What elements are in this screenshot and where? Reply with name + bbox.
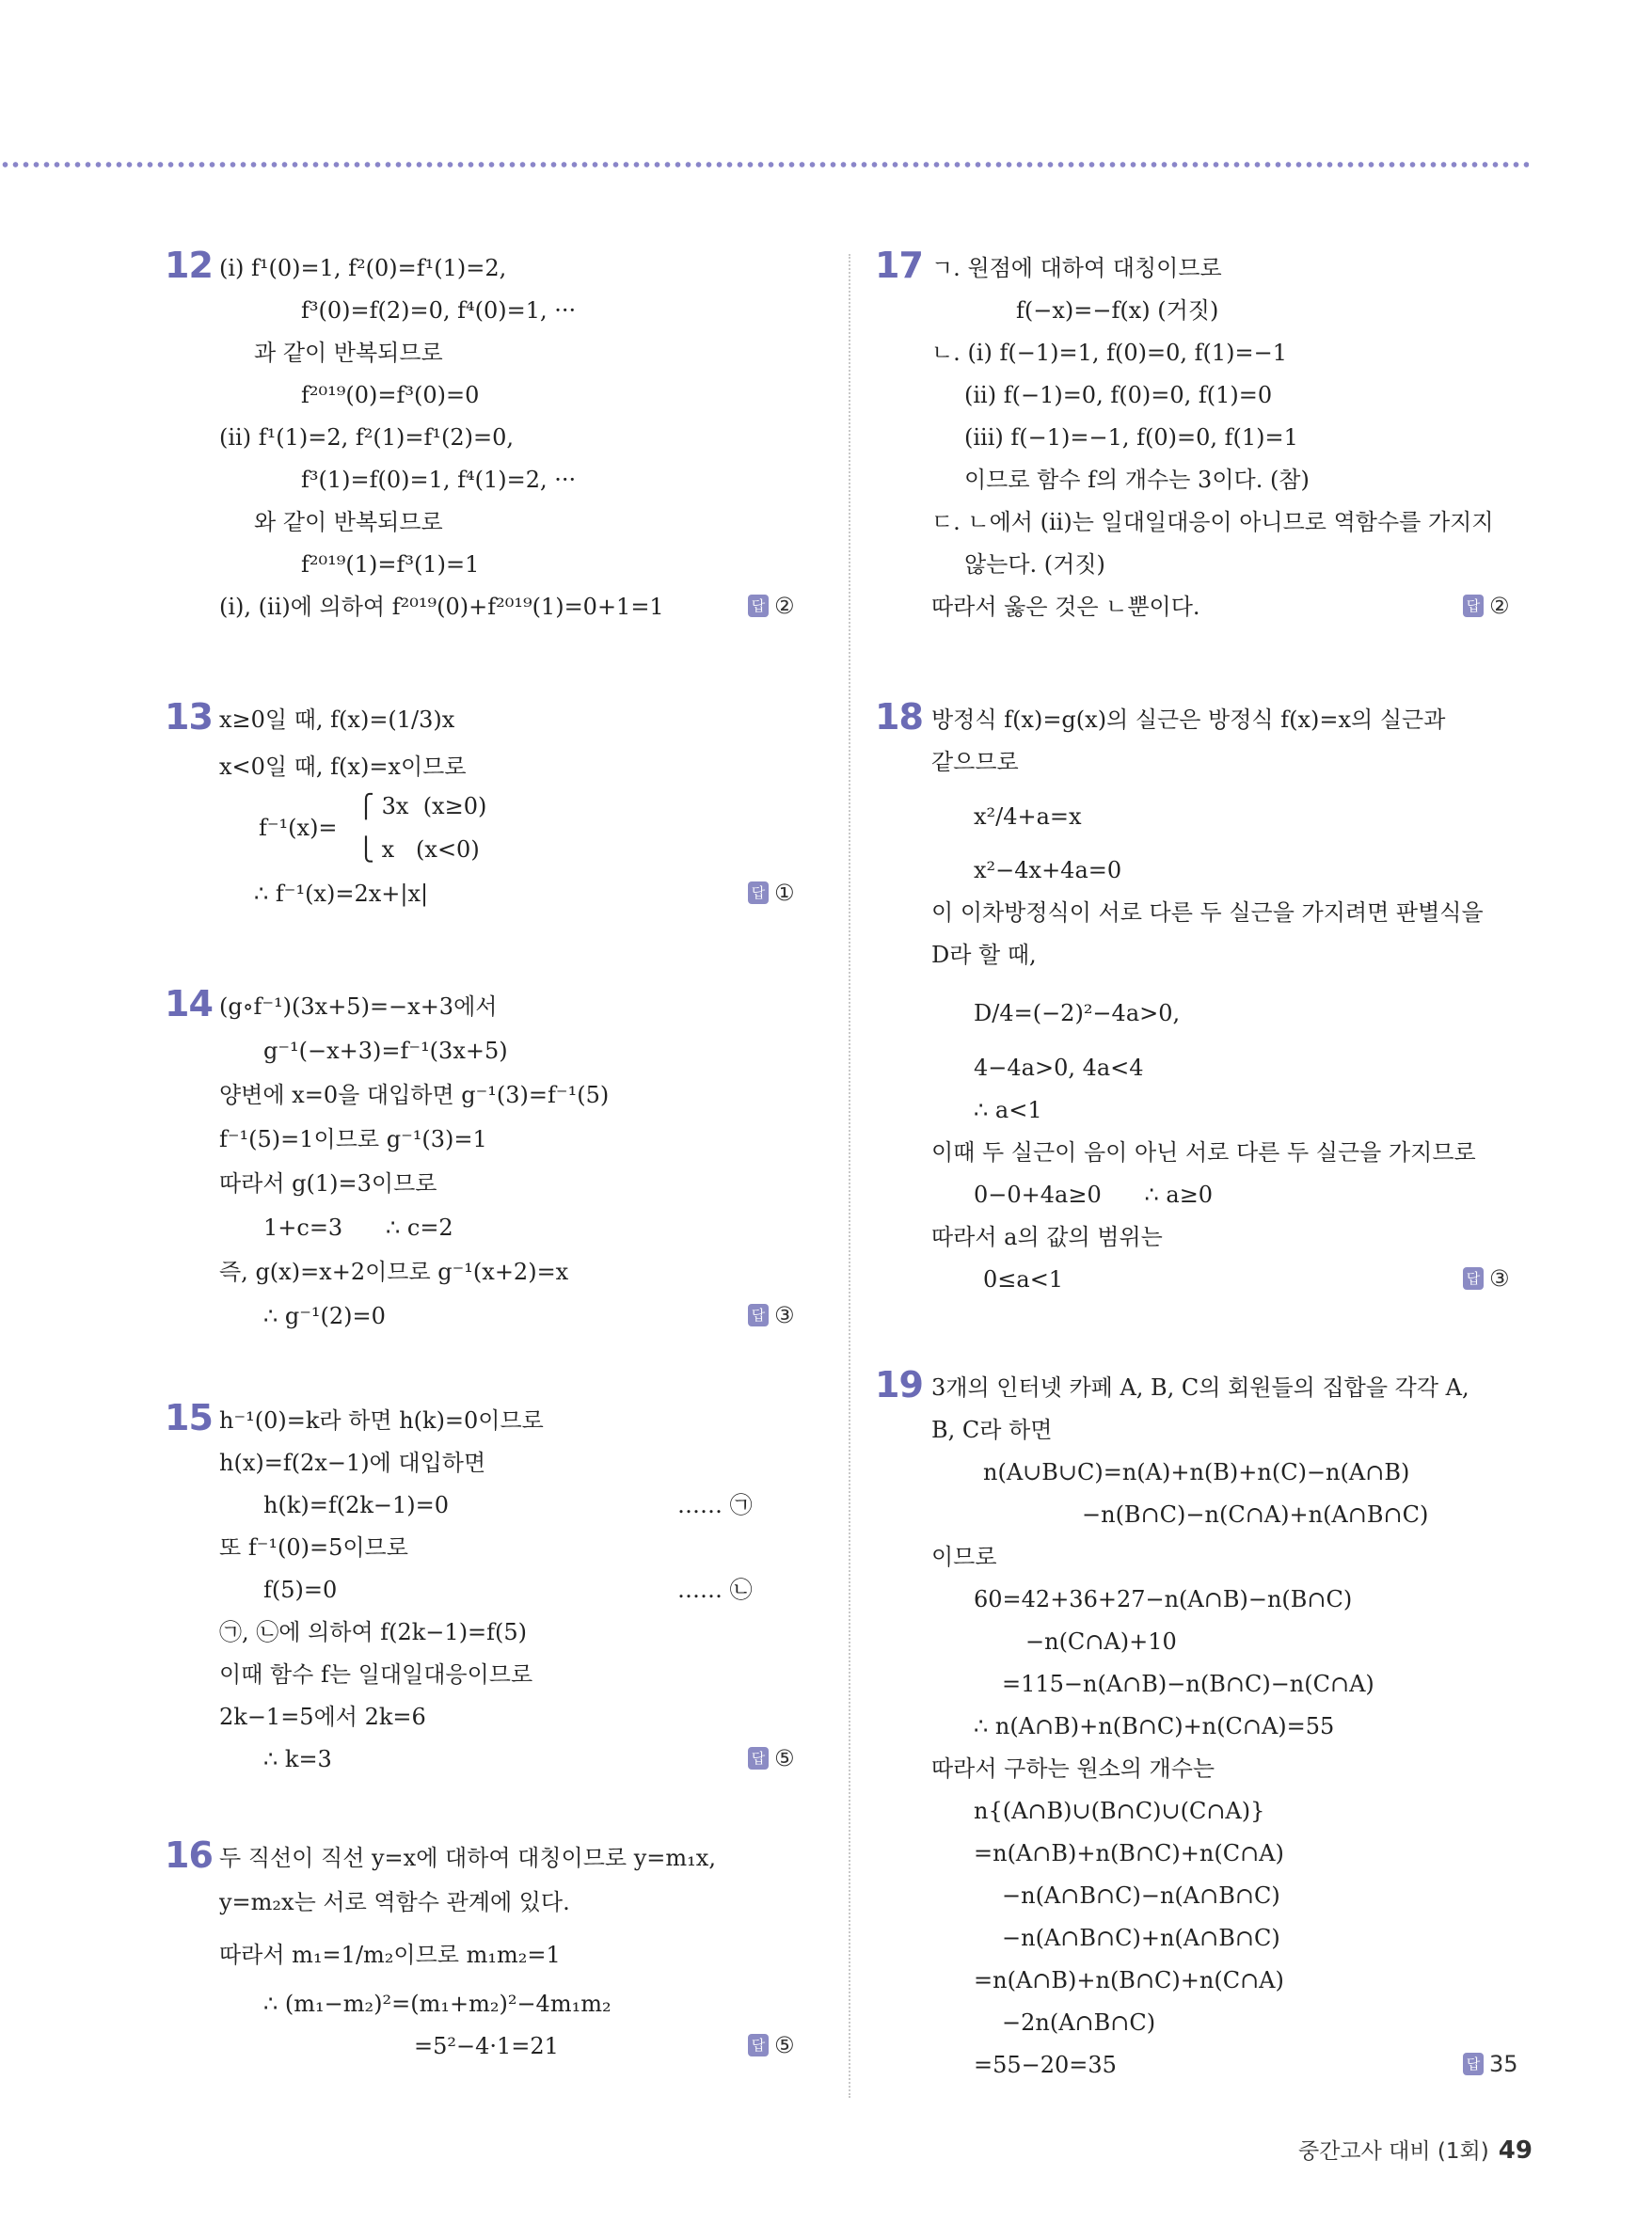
solution-line: 이므로 함수 f의 개수는 3이다. (참) [964, 467, 1310, 493]
solution-line: 즉, g(x)=x+2이므로 g⁻¹(x+2)=x [219, 1259, 569, 1285]
solution-line: f³(0)=f(2)=0, f⁴(0)=1, ··· [301, 297, 577, 324]
answer-value: ③ [1489, 1265, 1510, 1292]
answer [1463, 593, 1510, 619]
problem-15 [165, 1397, 823, 1783]
solution-line: (iii) f(−1)=−1, f(0)=0, f(1)=1 [964, 424, 1298, 451]
solution-line: 60=42+36+27−n(A∩B)−n(B∩C) [974, 1586, 1353, 1612]
solution-line: 이때 함수 f는 일대일대응이므로 [219, 1661, 533, 1688]
solution-line: D/4=(−2)²−4a>0, [974, 1000, 1181, 1026]
problem-17 [875, 245, 1533, 649]
answer-badge: 답 [748, 881, 769, 904]
problem-13 [165, 696, 823, 931]
solution-line: f²⁰¹⁹(0)=f³(0)=0 [301, 382, 480, 408]
problem-18 [875, 696, 1533, 1298]
page-footer [1298, 2134, 1533, 2165]
solution-line: =55−20=35 [974, 2052, 1117, 2078]
solution-line: h(k)=f(2k−1)=0 [263, 1492, 450, 1518]
solution-line: 따라서 g(1)=3이므로 [219, 1170, 437, 1197]
answer [748, 593, 795, 619]
solution-line: 같으므로 [931, 749, 1019, 775]
answer [1463, 1265, 1510, 1292]
solution-line: B, C라 하면 [931, 1417, 1053, 1443]
solution-line: ⎧ 3x (x≥0) [357, 793, 487, 819]
solution-line: 0−0+4a≥0 ∴ a≥0 [974, 1182, 1214, 1208]
problem-19 [875, 1364, 1533, 2079]
problem-number: 17 [875, 245, 923, 286]
solution-line: f(−x)=−f(x) (거짓) [1016, 297, 1219, 324]
solution-line: x<0일 때, f(x)=x이므로 [219, 754, 467, 780]
answer [748, 880, 795, 906]
solution-line: 2k−1=5에서 2k=6 [219, 1704, 426, 1730]
solution-line: 따라서 옳은 것은 ㄴ뿐이다. [931, 594, 1200, 620]
solution-line: (ii) f¹(1)=2, f²(1)=f¹(2)=0, [219, 424, 514, 451]
answer [748, 2032, 795, 2058]
problem-number: 13 [165, 696, 213, 738]
column-divider [849, 254, 850, 2098]
answer-value: ⑤ [774, 1745, 795, 1771]
solution-line: 않는다. (거짓) [964, 551, 1105, 578]
solution-line: 과 같이 반복되므로 [254, 340, 443, 366]
solution-line: 4−4a>0, 4a<4 [974, 1055, 1144, 1081]
solution-line: 이므로 [931, 1544, 997, 1570]
solution-line: ∴ a<1 [974, 1097, 1042, 1123]
problem-number: 12 [165, 245, 213, 286]
solution-line: 두 직선이 직선 y=x에 대하여 대칭이므로 y=m₁x, [219, 1845, 716, 1871]
equation-marker: …… ㉠ [677, 1492, 753, 1518]
answer [1463, 2051, 1518, 2077]
problem-number: 16 [165, 1834, 213, 1876]
solution-line: ⎩ x (x<0) [357, 836, 480, 863]
dotted-header-rule [0, 160, 1529, 169]
solution-line: f(5)=0 [263, 1577, 338, 1603]
solution-line: h(x)=f(2x−1)에 대입하면 [219, 1450, 486, 1476]
solution-line: ㉠, ㉡에 의하여 f(2k−1)=f(5) [219, 1619, 528, 1645]
solution-line: 이때 두 실근이 음이 아닌 서로 다른 두 실근을 가지므로 [931, 1139, 1476, 1166]
solution-line: ∴ g⁻¹(2)=0 [263, 1303, 386, 1329]
solution-line: h⁻¹(0)=k라 하면 h(k)=0이므로 [219, 1407, 544, 1434]
solution-line: =n(A∩B)+n(B∩C)+n(C∩A) [974, 1840, 1284, 1866]
solution-line: 와 같이 반복되므로 [254, 509, 443, 535]
solution-line: ∴ (m₁−m₂)²=(m₁+m₂)²−4m₁m₂ [263, 1991, 612, 2017]
solution-line: 따라서 m₁=1/m₂이므로 m₁m₂=1 [219, 1942, 561, 1968]
solution-line: f⁻¹(x)= [259, 815, 338, 841]
solution-line: D라 할 때, [931, 942, 1037, 968]
answer-value: ② [774, 593, 795, 619]
solution-line: x²/4+a=x [974, 803, 1082, 830]
solution-line: −n(A∩B∩C)−n(A∩B∩C) [1002, 1882, 1280, 1909]
solution-line: ㄱ. 원점에 대하여 대칭이므로 [931, 255, 1222, 281]
problem-14 [165, 983, 823, 1331]
solution-line: (i) f¹(0)=1, f²(0)=f¹(1)=2, [219, 255, 507, 281]
solution-line: (g∘f⁻¹)(3x+5)=−x+3에서 [219, 993, 498, 1020]
solution-line: n{(A∩B)∪(B∩C)∪(C∩A)} [974, 1798, 1265, 1824]
solution-line: 따라서 a의 값의 범위는 [931, 1224, 1163, 1250]
solution-line: ㄴ. (i) f(−1)=1, f(0)=0, f(1)=−1 [931, 340, 1287, 366]
solution-line: y=m₂x는 서로 역함수 관계에 있다. [219, 1889, 570, 1915]
equation-marker: …… ㉡ [677, 1577, 753, 1603]
problem-number: 19 [875, 1364, 923, 1405]
solution-line: −n(C∩A)+10 [1025, 1628, 1177, 1655]
answer [748, 1302, 795, 1328]
solution-line: 1+c=3 ∴ c=2 [263, 1215, 453, 1241]
solution-line: ∴ f⁻¹(x)=2x+|x| [254, 881, 429, 907]
solution-line: 0≤a<1 [983, 1266, 1064, 1293]
answer-value: 35 [1489, 2051, 1518, 2077]
solution-line: n(A∪B∪C)=n(A)+n(B)+n(C)−n(A∩B) [983, 1459, 1410, 1485]
footer-label: 중간고사 대비 (1회) [1298, 2139, 1489, 2164]
answer-badge: 답 [748, 1747, 769, 1770]
problem-12 [165, 245, 823, 649]
solution-line: =n(A∩B)+n(B∩C)+n(C∩A) [974, 1967, 1284, 1993]
problem-16 [165, 1834, 823, 2070]
solution-line: =115−n(A∩B)−n(B∩C)−n(C∩A) [1002, 1671, 1374, 1697]
answer-badge: 답 [748, 2034, 769, 2056]
answer [748, 1745, 795, 1771]
solution-line: 이 이차방정식이 서로 다른 두 실근을 가지려면 판별식을 [931, 899, 1484, 926]
problem-number: 18 [875, 696, 923, 738]
solution-line: −n(A∩B∩C)+n(A∩B∩C) [1002, 1925, 1280, 1951]
problem-number: 15 [165, 1397, 213, 1438]
solution-line: 또 f⁻¹(0)=5이므로 [219, 1534, 408, 1561]
solution-line: −n(B∩C)−n(C∩A)+n(A∩B∩C) [1082, 1501, 1429, 1528]
solution-line: (ii) f(−1)=0, f(0)=0, f(1)=0 [964, 382, 1273, 408]
solution-line: (i), (ii)에 의하여 f²⁰¹⁹(0)+f²⁰¹⁹(1)=0+1=1 [219, 594, 664, 620]
solution-line: =5²−4·1=21 [414, 2033, 559, 2059]
answer-value: ⑤ [774, 2032, 795, 2058]
answer-value: ① [774, 880, 795, 906]
problem-number: 14 [165, 983, 213, 1024]
answer-badge: 답 [748, 595, 769, 617]
solution-line: ㄷ. ㄴ에서 (ii)는 일대일대응이 아니므로 역함수를 가지지 [931, 509, 1494, 535]
solution-line: x≥0일 때, f(x)=(1/3)x [219, 707, 455, 733]
answer-badge: 답 [1463, 595, 1484, 617]
solution-line: x²−4x+4a=0 [974, 857, 1122, 883]
answer-value: ③ [774, 1302, 795, 1328]
answer-value: ② [1489, 593, 1510, 619]
solution-line: f⁻¹(5)=1이므로 g⁻¹(3)=1 [219, 1126, 487, 1152]
answer-badge: 답 [1463, 1267, 1484, 1290]
answer-badge: 답 [1463, 2053, 1484, 2075]
solution-line: ∴ k=3 [263, 1746, 332, 1772]
solution-line: f²⁰¹⁹(1)=f³(1)=1 [301, 551, 480, 578]
solution-line: ∴ n(A∩B)+n(B∩C)+n(C∩A)=55 [974, 1713, 1335, 1739]
answer-badge: 답 [748, 1304, 769, 1326]
solution-line: 방정식 f(x)=g(x)의 실근은 방정식 f(x)=x의 실근과 [931, 707, 1446, 733]
solution-line: −2n(A∩B∩C) [1002, 2009, 1156, 2036]
solution-line: 따라서 구하는 원소의 개수는 [931, 1755, 1215, 1782]
solution-line: g⁻¹(−x+3)=f⁻¹(3x+5) [263, 1038, 508, 1064]
page-number: 49 [1498, 2136, 1533, 2165]
solution-line: 3개의 인터넷 카페 A, B, C의 회원들의 집합을 각각 A, [931, 1374, 1469, 1401]
solution-line: f³(1)=f(0)=1, f⁴(1)=2, ··· [301, 467, 577, 493]
solution-line: 양변에 x=0을 대입하면 g⁻¹(3)=f⁻¹(5) [219, 1082, 610, 1108]
